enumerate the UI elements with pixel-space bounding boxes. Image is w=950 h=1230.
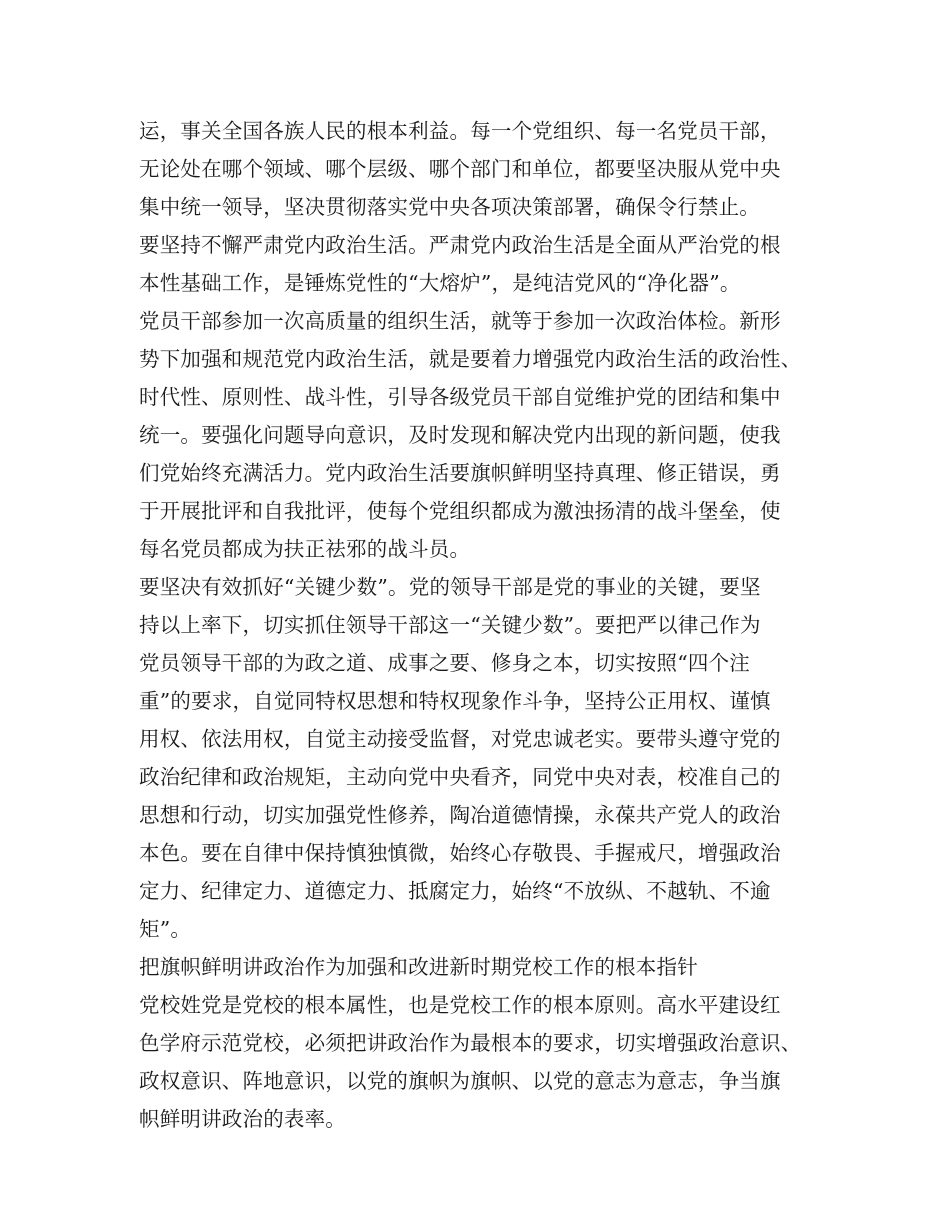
text-line: 矩”。 xyxy=(139,917,192,941)
text-line: 政权意识、阵地意识，以党的旗帜为旗帜、以党的意志为意志，争当旗 xyxy=(139,1069,781,1093)
text-line: 每名党员都成为扶正祛邪的战斗员。 xyxy=(139,537,471,561)
text-line: 定力、纪律定力、道德定力、抵腐定力，始终“不放纵、不越轨、不逾 xyxy=(139,879,771,903)
text-line: 党员干部参加一次高质量的组织生活，就等于参加一次政治体检。新形 xyxy=(139,309,781,333)
text-line: 运，事关全国各族人民的根本利益。每一个党组织、每一名党员干部， xyxy=(139,119,781,143)
text-line: 色学府示范党校，必须把讲政治作为最根本的要求，切实增强政治意识、 xyxy=(139,1031,802,1055)
text-line: 要坚决有效抓好“关键少数”。党的领导干部是党的事业的关键，要坚 xyxy=(139,575,761,599)
text-line: 党校姓党是党校的根本属性，也是党校工作的根本原则。高水平建设红 xyxy=(139,993,781,1017)
text-line: 于开展批评和自我批评，使每个党组织都成为激浊扬清的战斗堡垒，使 xyxy=(139,499,781,523)
text-line: 统一。要强化问题导向意识，及时发现和解决党内出现的新问题，使我 xyxy=(139,423,781,447)
text-line: 思想和行动，切实加强党性修养，陶冶道德情操，永葆共产党人的政治 xyxy=(139,803,781,827)
text-line: 持以上率下，切实抓住领导干部这一“关键少数”。要把严以律己作为 xyxy=(139,613,761,637)
document-body xyxy=(139,112,839,1138)
text-line: 把旗帜鲜明讲政治作为加强和改进新时期党校工作的根本指针 xyxy=(139,955,698,979)
text-line: 集中统一领导，坚决贯彻落实党中央各项决策部署，确保令行禁止。 xyxy=(139,195,760,219)
text-line: 用权、依法用权，自觉主动接受监督，对党忠诚老实。要带头遵守党的 xyxy=(139,727,781,751)
text-line: 政治纪律和政治规矩，主动向党中央看齐，同党中央对表，校准自己的 xyxy=(139,765,781,789)
text-line: 时代性、原则性、战斗性，引导各级党员干部自觉维护党的团结和集中 xyxy=(139,385,781,409)
text-line: 本性基础工作，是锤炼党性的“大熔炉”，是纯洁党风的“净化器”。 xyxy=(139,271,741,295)
text-line: 党员领导干部的为政之道、成事之要、修身之本，切实按照“四个注 xyxy=(139,651,750,675)
text-line: 势下加强和规范党内政治生活，就是要着力增强党内政治生活的政治性、 xyxy=(139,347,802,371)
text-line: 帜鲜明讲政治的表率。 xyxy=(139,1107,346,1131)
text-line: 重”的要求，自觉同特权思想和特权现象作斗争，坚持公正用权、谨慎 xyxy=(139,689,771,713)
text-line: 们党始终充满活力。党内政治生活要旗帜鲜明坚持真理、修正错误，勇 xyxy=(139,461,781,485)
text-line: 要坚持不懈严肃党内政治生活。严肃党内政治生活是全面从严治党的根 xyxy=(139,233,781,257)
text-line: 本色。要在自律中保持慎独慎微，始终心存敬畏、手握戒尺，增强政治 xyxy=(139,841,781,865)
text-line: 无论处在哪个领域、哪个层级、哪个部门和单位，都要坚决服从党中央 xyxy=(139,157,781,181)
